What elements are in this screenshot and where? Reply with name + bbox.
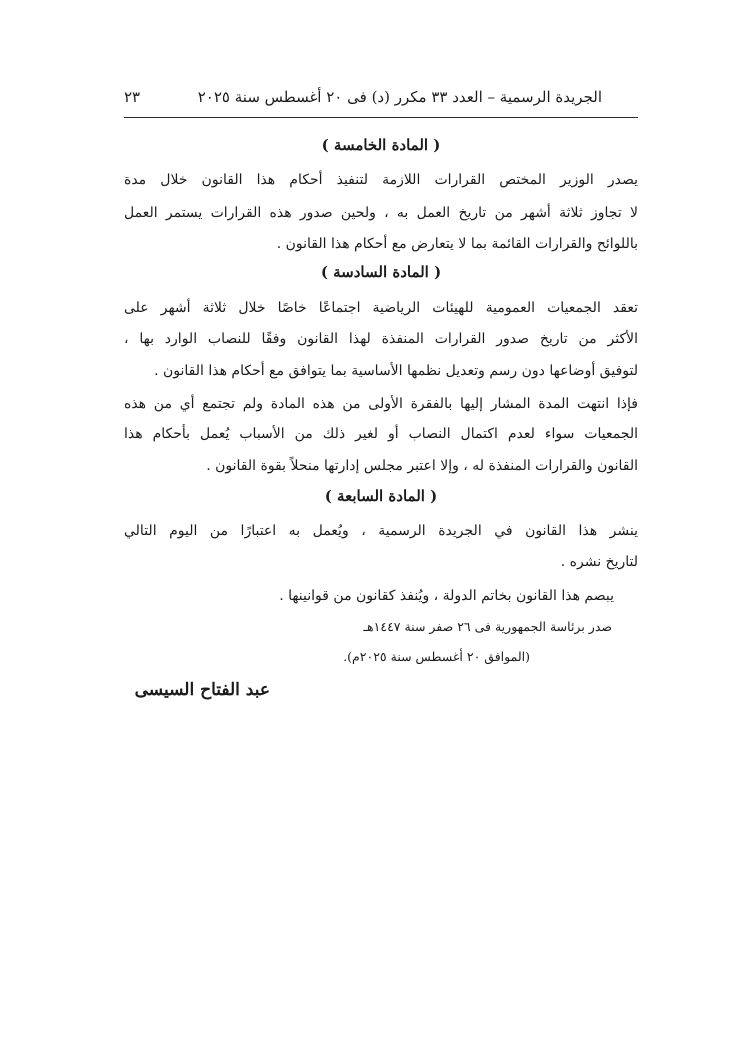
article-6-line-6: القانون والقرارات المنفذة له ، وإلا اعتبر مجلس إدارتها منحلاً بقوة القانون .	[206, 458, 638, 474]
article-7-line-2: لتاريخ نشره .	[560, 554, 638, 570]
article-6-line-1: تعقد الجمعيات العمومية للهيئات الرياضية اجتماعًا خاصًا خلال ثلاثة أشهر على	[124, 300, 638, 316]
article-5-heading: ( المادة الخامسة )	[321, 136, 441, 154]
article-5-line-2: لا تجاوز ثلاثة أشهر من تاريخ العمل به ، ولحين صدور هذه القرارات يستمر العمل	[124, 205, 638, 221]
article-6-line-4: فإذا انتهت المدة المشار إليها بالفقرة الأولى من هذه المادة ولم تجتمع أي من هذه	[124, 396, 638, 412]
page-header	[124, 82, 602, 112]
article-7-heading: ( المادة السابعة )	[324, 487, 438, 505]
article-6-line-2: الأكثر من تاريخ صدور القرارات المنفذة لهذا القانون وفقًا للنصاب الوارد بها ،	[124, 331, 638, 347]
issued-line: صدر برئاسة الجمهورية فى ٢٦ صفر سنة ١٤٤٧هـ	[363, 619, 612, 634]
article-6-line-3: لتوفيق أوضاعها دون رسم وتعديل نظمها الأساسية بما يتوافق مع أحكام هذا القانون .	[154, 363, 638, 379]
article-5-line-1: يصدر الوزير المختص القرارات اللازمة لتنفيذ أحكام هذا القانون خلال مدة	[124, 172, 638, 188]
header-divider	[124, 117, 638, 118]
signature: عبد الفتاح السيسى	[134, 680, 270, 700]
article-7-line-1: ينشر هذا القانون في الجريدة الرسمية ، ويُعمل به اعتبارًا من اليوم التالي	[124, 523, 638, 539]
corresponding-date-line: (الموافق ٢٠ أغسطس سنة ٢٠٢٥م).	[343, 649, 530, 664]
article-6-heading: ( المادة السادسة )	[320, 263, 442, 281]
header-title: الجريدة الرسمية – العدد ٣٣ مكرر (د) فى ٢٠ أغسطس سنة ٢٠٢٥	[197, 88, 602, 106]
article-5-line-3: باللوائح والقرارات القائمة بما لا يتعارض مع أحكام هذا القانون .	[276, 236, 638, 252]
article-6-line-5: الجمعيات سواء لعدم اكتمال النصاب أو لغير ذلك من الأسباب يُعمل بأحكام هذا	[124, 426, 638, 442]
seal-line: يبصم هذا القانون بخاتم الدولة ، ويُنفذ كقانون من قوانينها .	[279, 588, 614, 604]
page-number: ٢٣	[124, 88, 141, 106]
